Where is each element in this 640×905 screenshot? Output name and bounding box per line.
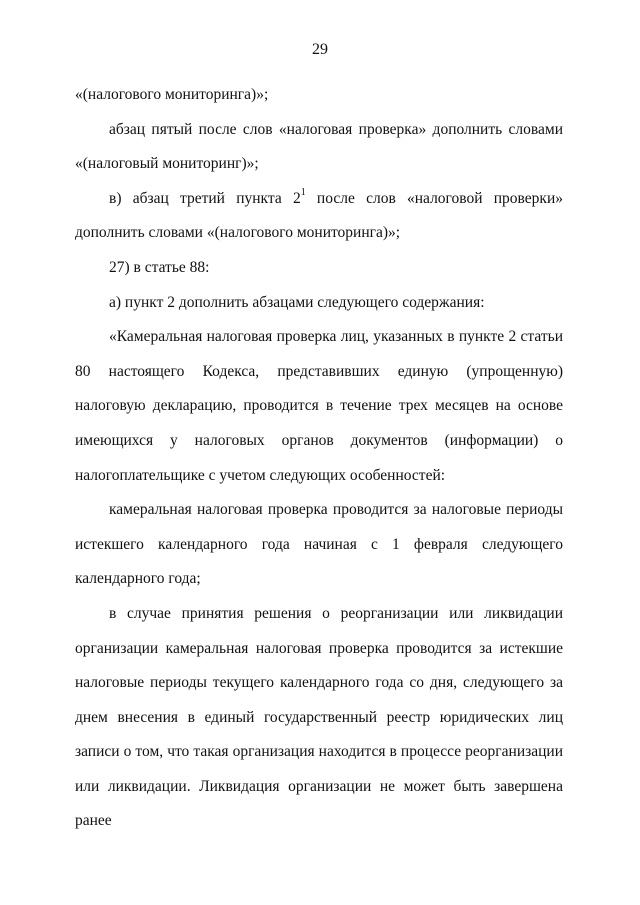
paragraph-5: а) пункт 2 дополнить абзацами следующего содержания: bbox=[109, 293, 485, 311]
superscript-1: 1 bbox=[300, 186, 306, 198]
paragraph-2: абзац пятый после слов «налоговая проверка» дополнить словами «(налоговый мониторинг)»; bbox=[75, 120, 563, 173]
paragraph-4: 27) в статье 88: bbox=[109, 258, 210, 276]
paragraph-3 bbox=[75, 182, 563, 251]
paragraph-1: «(налогового мониторинга)»; bbox=[75, 86, 269, 103]
page-number: 29 bbox=[312, 41, 328, 58]
document-body bbox=[75, 78, 563, 839]
paragraph-3-end: после слов «налоговой проверки» дополнить словами «(налогового мониторинга)»; bbox=[75, 189, 563, 242]
paragraph-6: «Камеральная налоговая проверка лиц, указанных в пункте 2 статьи 80 настоящего Кодекса, представивших единую (упрощенную) налоговую декларацию, проводится в течение трех месяцев на основе имеющихся у налоговых органов документов (информации) о налогоплательщике с учетом следующих особенностей: bbox=[75, 328, 563, 484]
paragraph-8: в случае принятия решения о реорганизации или ликвидации организации камеральная налоговая проверка проводится за истекшие налоговые периоды текущего календарного года со дня, следующего за днем внесения в единый государственный реестр юридических лиц записи о том, что такая организация находится в процессе реорганизации или ликвидации. Ликвидация организации не может быть завершена ранее bbox=[75, 604, 563, 830]
paragraph-7: камеральная налоговая проверка проводится за налоговые периоды истекшего календарного года начиная с 1 февраля следующего календарного года; bbox=[75, 501, 563, 588]
paragraph-3-start: в) абзац третий пункта 2 bbox=[109, 189, 301, 207]
